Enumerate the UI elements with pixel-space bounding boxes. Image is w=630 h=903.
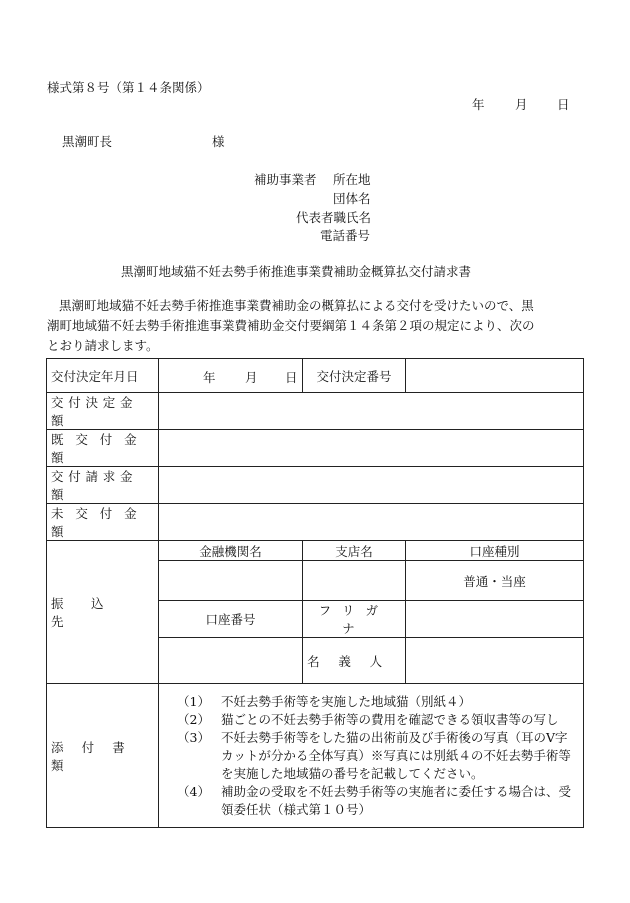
attachment-item: （4） 補助金の受取を不妊去勢手術等の実施者に委任する場合は、受領委任状（様式第１０号） [177, 783, 572, 817]
unpaid-amount-value [159, 504, 584, 541]
transfer-label: 振込先 [47, 541, 159, 684]
account-number-value [159, 638, 303, 684]
decision-date-row [47, 359, 584, 393]
decision-amount-value [159, 393, 584, 430]
paid-amount-row [47, 430, 584, 467]
decision-date-year: 年 [203, 370, 216, 385]
applicant-phone-label: 電話番号 [320, 228, 371, 243]
request-amount-label: 交付請求金額 [47, 467, 159, 504]
form-number: 様式第８号（第１４条関係） [47, 80, 210, 95]
furigana-label: フリガナ [303, 601, 406, 638]
addressee-name: 黒潮町長 [62, 134, 113, 149]
addressee-honorific: 様 [212, 134, 225, 149]
account-type-label: 口座種別 [406, 541, 584, 561]
account-holder-label: 名義人 [303, 638, 406, 684]
account-number-label: 口座番号 [159, 601, 303, 638]
attachments-row [47, 684, 584, 828]
attachments-label: 添付書類 [47, 684, 159, 828]
request-body [47, 296, 583, 356]
branch-value [303, 561, 406, 601]
applicant-rep-label: 代表者職氏名 [296, 210, 372, 225]
decision-date-day: 日 [285, 370, 298, 385]
decision-date-label: 交付決定年月日 [47, 359, 159, 393]
decision-date-value [159, 359, 303, 393]
unpaid-amount-row [47, 504, 584, 541]
date-day: 日 [557, 97, 570, 112]
attachments-list [159, 684, 584, 828]
decision-amount-label: 交付決定金額 [47, 393, 159, 430]
decision-number-value [406, 359, 584, 393]
applicant-address-label: 所在地 [333, 172, 371, 187]
furigana-value [406, 601, 584, 638]
attachment-item: （1） 不妊去勢手術等を実施した地域猫（別紙４） [177, 693, 472, 709]
body-line: 黒潮町地域猫不妊去勢手術推進事業費補助金の概算払による交付を受けたいので、黒 [59, 298, 534, 313]
unpaid-amount-label: 未交付金額 [47, 504, 159, 541]
account-type-value: 普通・当座 [406, 561, 584, 601]
attachment-item: （2） 猫ごとの不妊去勢手術等の費用を確認できる領収書等の写し [177, 711, 559, 727]
branch-label: 支店名 [303, 541, 406, 561]
request-amount-value [159, 467, 584, 504]
decision-number-label: 交付決定番号 [303, 359, 406, 393]
paid-amount-label: 既交付金額 [47, 430, 159, 467]
body-line: とおり請求します。 [47, 338, 159, 353]
decision-amount-row [47, 393, 584, 430]
applicant-org-label: 団体名 [333, 191, 371, 206]
attachment-item: （3） 不妊去勢手術等をした猫の出術前及び手術後の写真（耳のV字カットが分かる全体写真）※写真には別紙４の不妊去勢手術等を実施した地域猫の番号を記載してください。 [177, 729, 571, 781]
request-table [46, 358, 584, 828]
applicant-label: 補助事業者 [254, 172, 317, 187]
body-line: 潮町地域猫不妊去勢手術推進事業費補助金交付要綱第１４条第２項の規定により、次の [47, 318, 535, 333]
date-month: 月 [515, 97, 528, 112]
document-title: 黒潮町地域猫不妊去勢手術推進事業費補助金概算払交付請求書 [121, 264, 472, 279]
date-year: 年 [472, 97, 485, 112]
account-holder-value [406, 638, 584, 684]
bank-header-row [47, 541, 584, 561]
paid-amount-value [159, 430, 584, 467]
decision-date-month: 月 [245, 370, 258, 385]
bank-label: 金融機関名 [159, 541, 303, 561]
bank-value [159, 561, 303, 601]
request-amount-row [47, 467, 584, 504]
date-line [472, 97, 570, 113]
